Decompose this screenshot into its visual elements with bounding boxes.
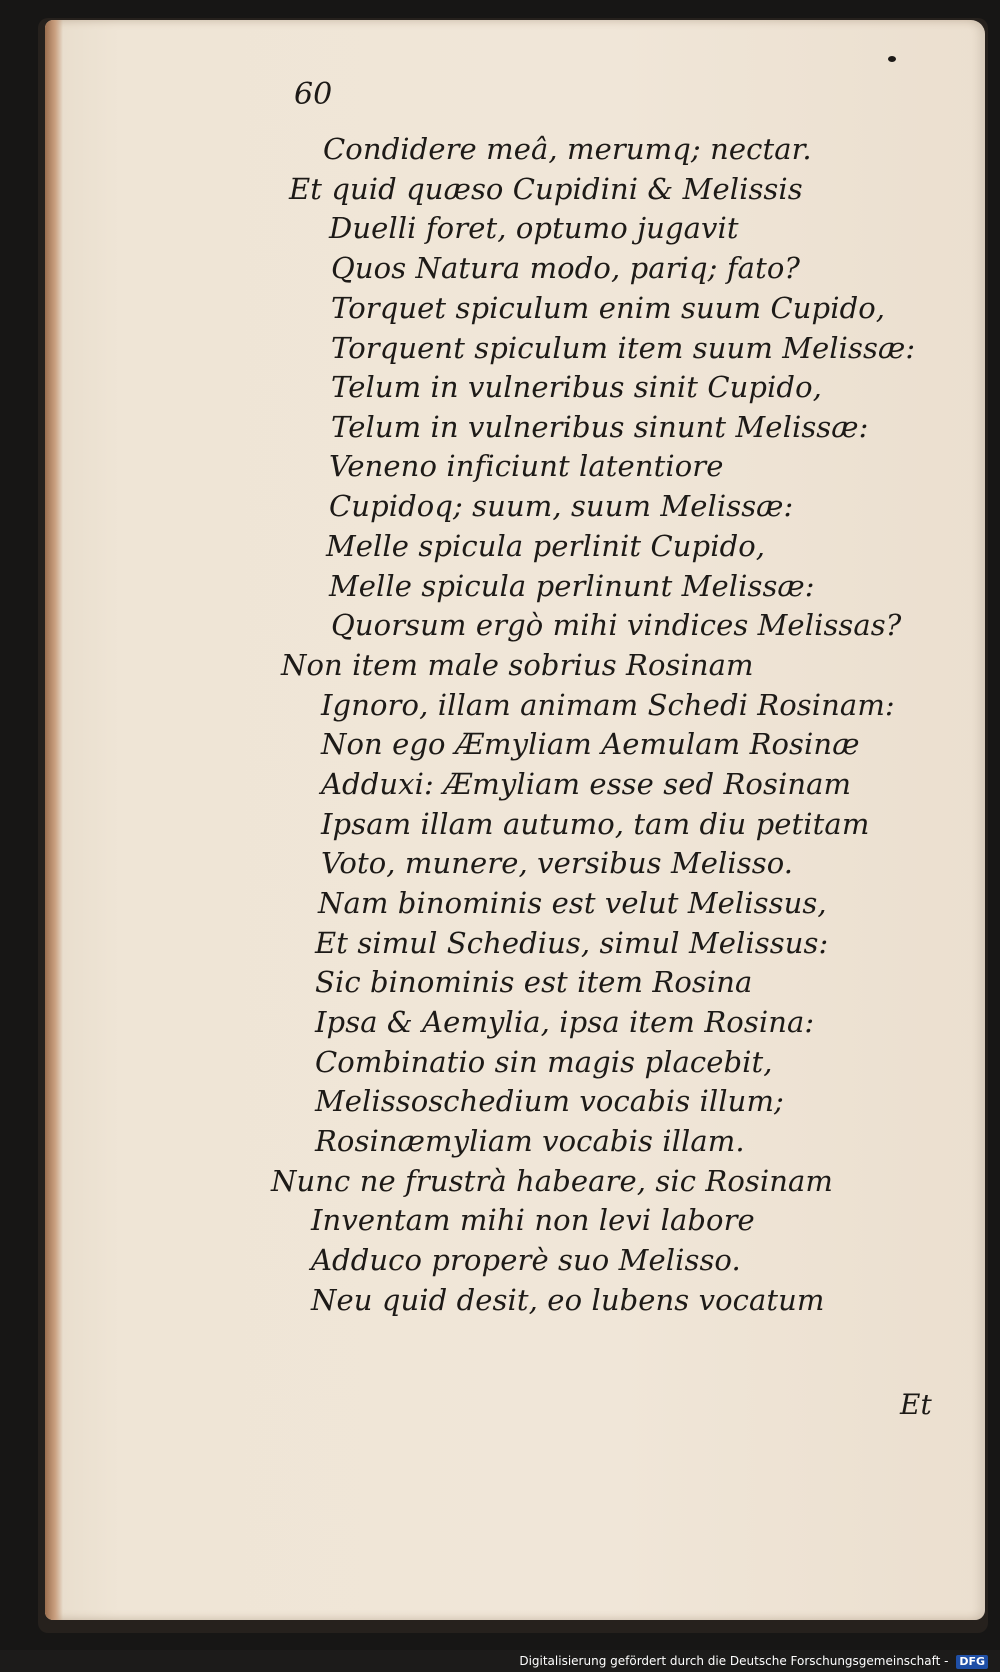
page-edge (45, 20, 63, 1620)
poem-line-3: Duelli foret, optumo jugavit (329, 211, 739, 245)
poem-line-6: Torquent spiculum item suum Melissæ: (331, 331, 916, 365)
ink-mark (888, 56, 896, 62)
poem-line-4: Quos Natura modo, pariq; fato? (331, 251, 801, 285)
poem-line-17: Adduxi: Æmyliam esse sed Rosinam (321, 767, 852, 801)
poem-line-27: Nunc ne frustrà habeare, sic Rosinam (271, 1164, 834, 1198)
poem-line-8: Telum in vulneribus sinunt Melissæ: (331, 410, 869, 444)
poem-line-2: Et quid quæso Cupidini & Melissis (289, 172, 803, 206)
dfg-logo-badge: DFG (956, 1655, 988, 1669)
poem-line-21: Et simul Schedius, simul Melissus: (315, 926, 829, 960)
catchword: Et (900, 1388, 932, 1421)
poem-line-16: Non ego Æmyliam Aemulam Rosinæ (321, 727, 860, 761)
poem-line-9: Veneno inficiunt latentiore (329, 449, 724, 483)
poem-line-14: Non item male sobrius Rosinam (281, 648, 754, 682)
poem-line-28: Inventam mihi non levi labore (311, 1203, 755, 1237)
poem-line-23: Ipsa & Aemylia, ipsa item Rosina: (315, 1005, 815, 1039)
poem-line-18: Ipsam illam autumo, tam diu petitam (321, 807, 870, 841)
poem-line-12: Melle spicula perlinunt Melissæ: (329, 569, 815, 603)
poem-line-26: Rosinæmyliam vocabis illam. (315, 1124, 745, 1158)
poem-line-15: Ignoro, illam animam Schedi Rosinam: (321, 688, 895, 722)
poem-line-20: Nam binominis est velut Melissus, (318, 886, 827, 920)
poem-line-19: Voto, munere, versibus Melisso. (321, 846, 794, 880)
poem-line-24: Combinatio sin magis placebit, (315, 1045, 773, 1079)
poem-line-13: Quorsum ergò mihi vindices Melissas? (331, 608, 902, 642)
poem-line-5: Torquet spiculum enim suum Cupido, (331, 291, 886, 325)
poem-line-22: Sic binominis est item Rosina (315, 965, 753, 999)
poem-line-10: Cupidoq; suum, suum Melissæ: (329, 489, 794, 523)
poem-line-25: Melissoschedium vocabis illum; (315, 1084, 784, 1118)
digitization-footer (519, 1654, 988, 1669)
footer-text: Digitalisierung gefördert durch die Deutsche Forschungsgemeinschaft - (519, 1654, 949, 1668)
poem-line-11: Melle spicula perlinit Cupido, (326, 529, 766, 563)
poem-line-29: Adduco properè suo Melisso. (311, 1243, 741, 1277)
poem-line-30: Neu quid desit, eo lubens vocatum (311, 1283, 825, 1317)
page-number: 60 (294, 77, 333, 112)
poem-line-1: Condidere meâ, merumq; nectar. (323, 132, 812, 166)
poem-line-7: Telum in vulneribus sinit Cupido, (331, 370, 822, 404)
